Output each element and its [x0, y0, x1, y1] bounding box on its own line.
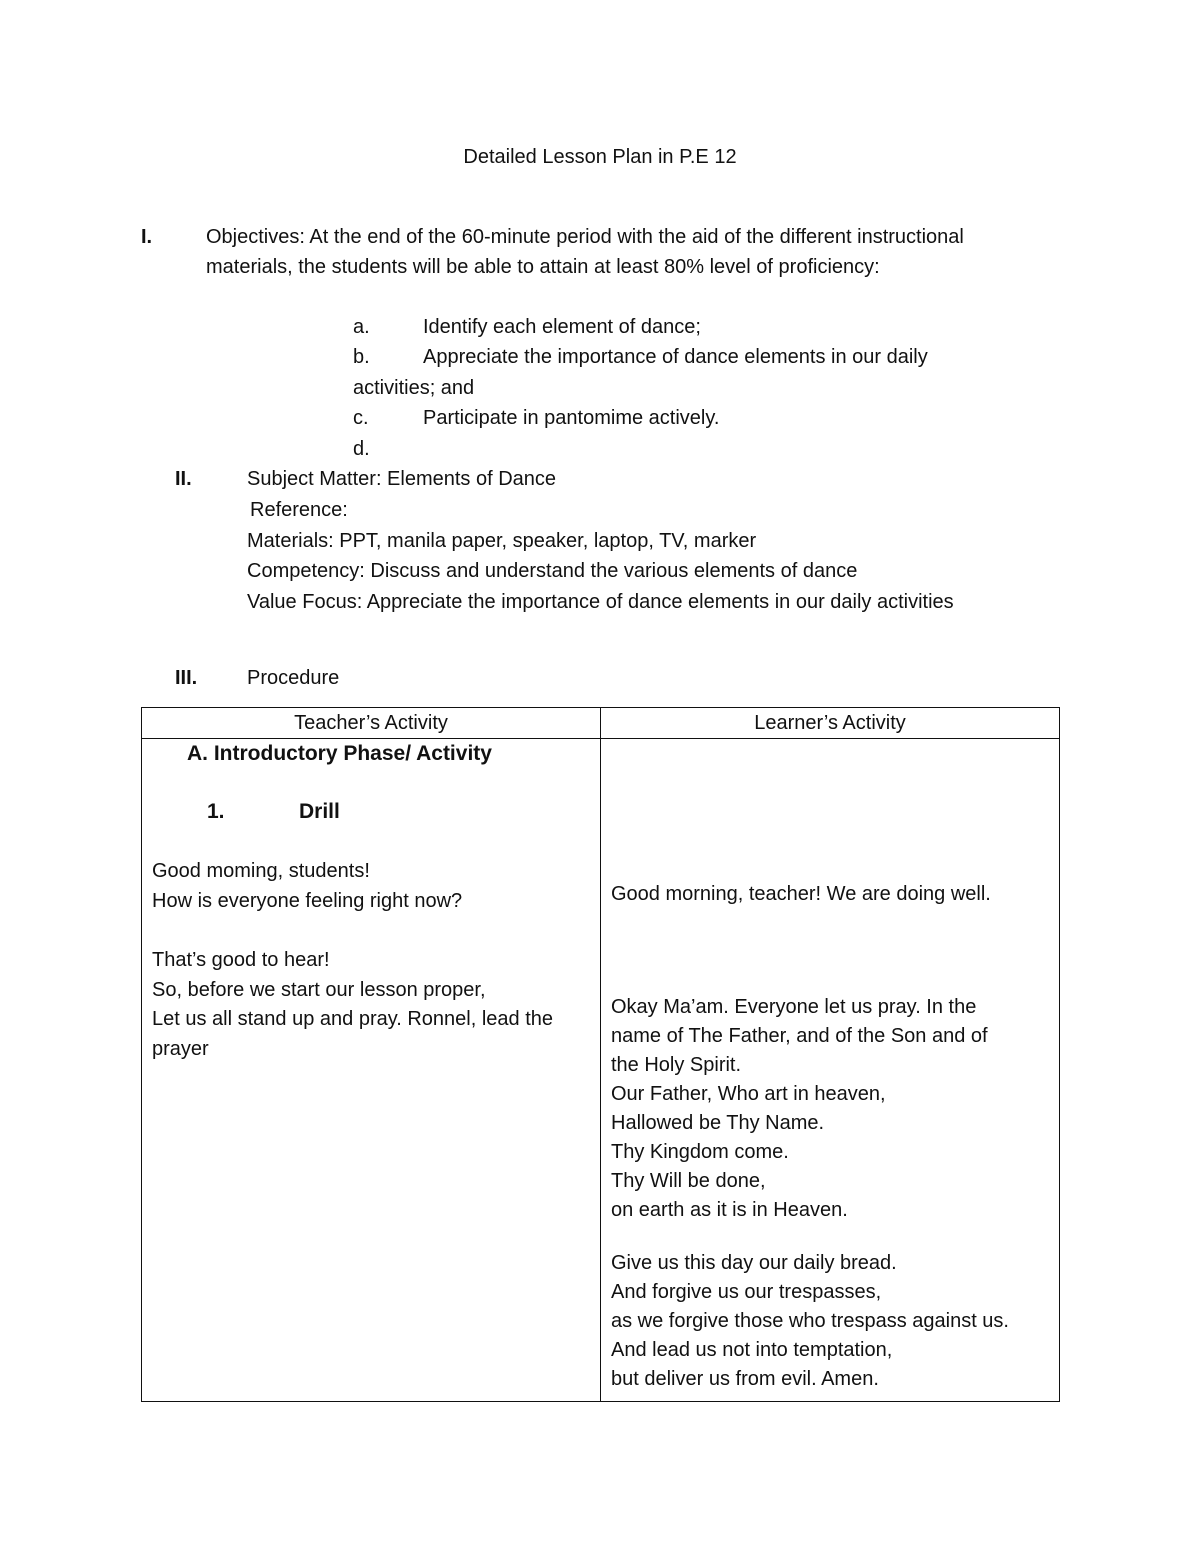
teacher-line: That’s good to hear!	[152, 949, 330, 971]
learner-line: as we forgive those who trespass against us.	[611, 1310, 1009, 1332]
objective-text-a: Identify each element of dance;	[423, 316, 701, 338]
document-title: Detailed Lesson Plan in P.E 12	[463, 146, 737, 168]
learner-line: And lead us not into temptation,	[611, 1339, 893, 1361]
learner-line: the Holy Spirit.	[611, 1054, 742, 1076]
objectives-line-1: Objectives: At the end of the 60-minute period with the aid of the different instructional	[206, 226, 964, 248]
learner-line: name of The Father, and of the Son and of	[611, 1025, 988, 1047]
learner-line: but deliver us from evil. Amen.	[611, 1368, 879, 1390]
teacher-instruction-block	[152, 946, 553, 1064]
teacher-activity-header: Teacher’s Activity	[142, 708, 601, 739]
teacher-line: Let us all stand up and pray. Ronnel, lead the	[152, 1008, 554, 1030]
learner-activity-header: Learner’s Activity	[601, 708, 1060, 739]
competency-line: Competency: Discuss and understand the various elements of dance	[247, 560, 858, 582]
objective-text-c: Participate in pantomime actively.	[423, 407, 720, 429]
teacher-line: prayer	[152, 1037, 209, 1060]
phase-heading: A. Introductory Phase/ Activity	[187, 742, 492, 765]
learner-prayer-block-2	[611, 1249, 1009, 1394]
teacher-line: So, before we start our lesson proper,	[152, 978, 486, 1001]
learner-reply: Good morning, teacher! We are doing well.	[611, 883, 991, 905]
objective-marker-b: b.	[353, 346, 370, 368]
learner-line: Give us this day our daily bread.	[611, 1252, 897, 1274]
learner-line: on earth as it is in Heaven.	[611, 1199, 848, 1221]
reference-label: Reference:	[250, 499, 348, 521]
learner-activity-cell	[601, 739, 1060, 1402]
step-number: 1.	[207, 800, 225, 823]
teacher-line: How is everyone feeling right now?	[152, 889, 463, 912]
table-header-row	[142, 708, 1060, 739]
learner-line: Thy Will be done,	[611, 1170, 766, 1192]
materials-line: Materials: PPT, manila paper, speaker, laptop, TV, marker	[247, 530, 757, 552]
learner-line: Our Father, Who art in heaven,	[611, 1083, 886, 1105]
objective-text-b: Appreciate the importance of dance elements in our daily	[423, 346, 928, 368]
teacher-greeting-block	[152, 857, 462, 916]
table-row	[142, 739, 1060, 1402]
objectives-line-2: materials, the students will be able to attain at least 80% level of proficiency:	[206, 256, 880, 278]
section-1-numeral: I.	[141, 226, 153, 248]
objective-text-b-continuation: activities; and	[353, 377, 475, 399]
learner-line: Thy Kingdom come.	[611, 1141, 789, 1163]
subject-matter: Subject Matter: Elements of Dance	[247, 468, 557, 490]
value-focus-line: Value Focus: Appreciate the importance of dance elements in our daily activities	[247, 591, 954, 613]
learner-line: And forgive us our trespasses,	[611, 1281, 882, 1303]
objective-marker-a: a.	[353, 316, 370, 338]
section-2-numeral: II.	[175, 468, 192, 490]
section-3-numeral: III.	[175, 667, 198, 689]
step-label: Drill	[299, 800, 340, 823]
learner-line: Hallowed be Thy Name.	[611, 1112, 825, 1134]
learner-prayer-block-1	[611, 993, 988, 1225]
objective-marker-d: d.	[353, 438, 370, 460]
learner-line: Okay Ma’am. Everyone let us pray. In the	[611, 996, 977, 1018]
objective-marker-c: c.	[353, 407, 369, 429]
teacher-activity-cell	[142, 739, 601, 1402]
teacher-line: Good moming, students!	[152, 860, 370, 882]
procedure-heading: Procedure	[247, 667, 340, 689]
procedure-table	[141, 707, 1060, 1402]
